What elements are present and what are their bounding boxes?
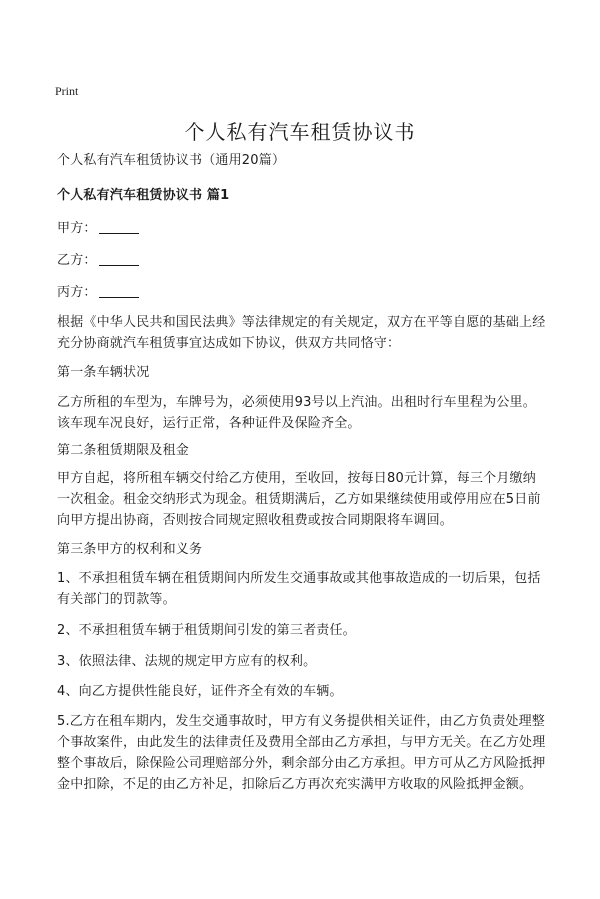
article3-item2: 2、不承担租赁车辆于租赁期间引发的第三者责任。 — [57, 623, 356, 638]
party-c-blank — [99, 285, 139, 298]
article3-item4: 4、向乙方提供性能良好，证件齐全有效的车辆。 — [57, 684, 343, 699]
party-a-blank — [99, 221, 139, 234]
article3-item5: 5.乙方在租车期内，发生交通事故时，甲方有义务提供相关证件，由乙方负责处理整个事故案件，由此发生的法律责任及费用全部由乙方承担，与甲方无关。在乙方处理整个事故后，除保险公司理赔部分外，剩余部分由乙方承担。甲方可从乙方风险抵押金中扣除，不足的由乙方补足，扣除后乙方再次充实满甲方收取的风险抵押金额。 — [57, 714, 546, 792]
party-a-line — [57, 218, 549, 239]
document-subtitle: 个人私有汽车租赁协议书（通用20篇） — [57, 153, 286, 168]
article2-body: 甲方自起，将所租车辆交付给乙方使用，至收回，按每日80元计算，每三个月缴纳一次租金。租金交纳形式为现金。租赁期满后，乙方如果继续使用或停用应在5日前向甲方提出协商，否则按合同规定照收租费或按合同期限将车调回。 — [57, 471, 541, 528]
party-c-label: 丙方： — [57, 285, 97, 300]
article1-body: 乙方所租的车型为，车牌号为，必须使用93号以上汽油。出租时行车里程为公里。该车现车况良好，运行正常，各种证件及保险齐全。 — [57, 395, 536, 431]
print-link[interactable]: Print — [55, 84, 79, 98]
party-c-line — [57, 282, 549, 303]
article3-item1: 1、不承担租赁车辆在租赁期间内所发生交通事故或其他事故造成的一切后果，包括有关部门的罚款等。 — [57, 571, 541, 607]
article3-item3: 3、依照法律、法规的规定甲方应有的权利。 — [57, 654, 317, 669]
document-title: 个人私有汽车租赁协议书 — [184, 120, 416, 144]
party-b-line — [57, 250, 549, 271]
party-b-label: 乙方： — [57, 253, 97, 268]
article2-title: 第二条租赁期限及租金 — [57, 443, 190, 458]
article3-title: 第三条甲方的权利和义务 — [57, 542, 203, 557]
article1-title: 第一条车辆状况 — [57, 365, 150, 380]
section-heading: 个人私有汽车租赁协议书 篇1 — [57, 188, 230, 203]
party-a-label: 甲方： — [57, 221, 97, 236]
intro-paragraph: 根据《中华人民共和国民法典》等法律规定的有关规定，双方在平等自愿的基础上经充分协商就汽车租赁事宜达成如下协议，供双方共同恪守： — [57, 315, 546, 351]
party-b-blank — [99, 253, 139, 266]
